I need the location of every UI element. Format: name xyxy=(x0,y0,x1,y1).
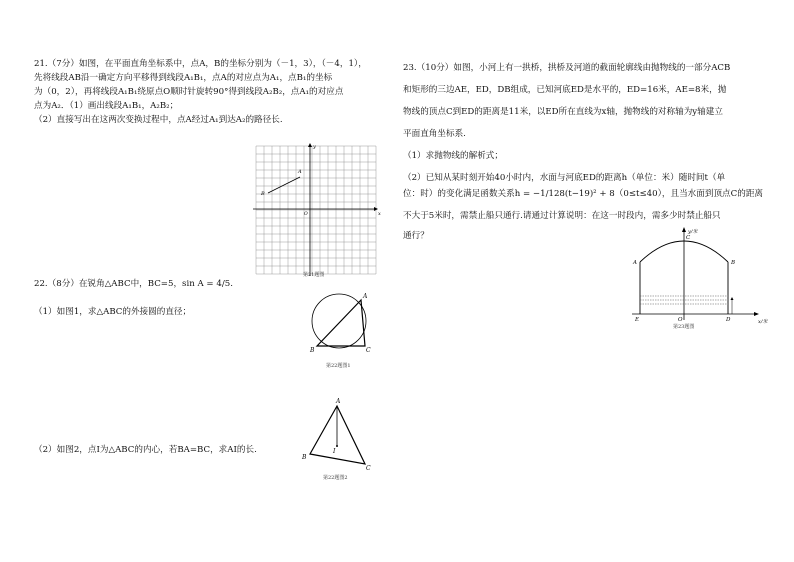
q22-fig1 xyxy=(305,290,375,360)
q21-segment-ab xyxy=(268,177,300,193)
q23-line6: （2）已知从某时刻开始40小时内，水面与河底ED的距离h（单位：米）随时间t（单 xyxy=(403,173,726,183)
q23-label-x: x/米 xyxy=(758,319,768,325)
q23-line2: 和矩形的三边AE，ED，DB组成，已知河底ED是水平的，ED=16米，AE=8米，抛 xyxy=(403,85,727,95)
q22-line3: （2）如图2，点I为△ABC的内心，若BA=BC，求AI的长. xyxy=(34,445,257,455)
q22-fig2-label-b: B xyxy=(302,454,307,461)
q23-label-y: y/米 xyxy=(688,229,698,235)
q23-line7: 位：时）的变化满足函数关系h = −1/128(t−19)² + 8（0≤t≤40），且当水面到顶点C的距离 xyxy=(403,189,764,199)
q23-label-e: E xyxy=(635,317,640,323)
q21-label-y: y xyxy=(313,144,316,150)
q23-line5: （1）求抛物线的解析式； xyxy=(403,151,503,161)
q22-fig1-label-b: B xyxy=(310,347,315,354)
q21-line3: 为（0，2），再将线段A₁B₁绕原点O顺时针旋转90°得到线段A₂B₂，点A₁的对应点 xyxy=(34,87,344,97)
q23-label-a: A xyxy=(633,260,637,266)
q22-fig2 xyxy=(300,396,375,471)
q22-fig2-label-i: I xyxy=(333,448,336,455)
q22-fig1-label-c: C xyxy=(366,347,371,354)
q21-fig-caption: 第21题图 xyxy=(303,272,325,278)
q22-fig1-label-a: A xyxy=(363,293,368,300)
q23-line1: 23.（10分）如图，小河上有一拱桥，拱桥及河道的截面轮廓线由抛物线的一部分ACB xyxy=(403,63,731,73)
q22-incenter-point xyxy=(336,445,338,447)
q22-fig2-label-a: A xyxy=(336,398,341,405)
q22-fig2-label-c: C xyxy=(366,465,371,472)
q23-bridge-figure xyxy=(628,226,768,326)
q21-line1: 21.（7分）如图，在平面直角坐标系中，点A，B的坐标分别为（－1，3），（－4，1）， xyxy=(34,59,367,69)
q23-fig-caption: 第23题图 xyxy=(673,324,695,330)
q21-line4: 点为A₂．（1）画出线段A₁B₁，A₂B₂； xyxy=(34,101,179,111)
q23-label-o: O xyxy=(678,317,683,323)
q21-line2: 先将线段AB沿一确定方向平移得到线段A₁B₁，点A的对应点为A₁，点B₁的坐标 xyxy=(34,73,333,83)
q22-triangle-1 xyxy=(317,300,365,346)
q22-circumcircle xyxy=(312,294,366,348)
q21-label-b: B xyxy=(261,191,265,197)
q23-label-b: B xyxy=(731,260,736,266)
q22-triangle-2 xyxy=(310,406,365,464)
q23-line3: 物线的顶点C到ED的距离是11米，以ED所在直线为x轴，抛物线的对称轴为y轴建立 xyxy=(403,107,723,117)
q23-label-c: C xyxy=(686,235,691,241)
q21-label-o: O xyxy=(304,212,308,217)
q23-line8: 不大于5米时，需禁止船只通行.请通过计算说明：在这一时段内，需多少时禁止船只 xyxy=(403,211,721,221)
q22-fig2-caption: 第22题图2 xyxy=(323,475,348,481)
q22-fig1-caption: 第22题图1 xyxy=(326,363,351,369)
q22-line1: 22.（8分）在锐角△ABC中，BC=5，sin A = 4/5. xyxy=(34,279,233,289)
q23-label-d: D xyxy=(726,317,731,323)
q21-grid-figure xyxy=(250,143,380,278)
q21-line5: （2）直接写出在这两次变换过程中，点A经过A₁到达A₂的路径长. xyxy=(34,115,283,125)
q22-line2: （1）如图1，求△ABC的外接圆的直径； xyxy=(34,307,192,317)
q23-line9: 通行？ xyxy=(403,231,429,241)
q21-label-x: x xyxy=(378,211,381,217)
q23-line4: 平面直角坐标系. xyxy=(403,129,466,139)
q21-label-a: A xyxy=(298,169,302,175)
